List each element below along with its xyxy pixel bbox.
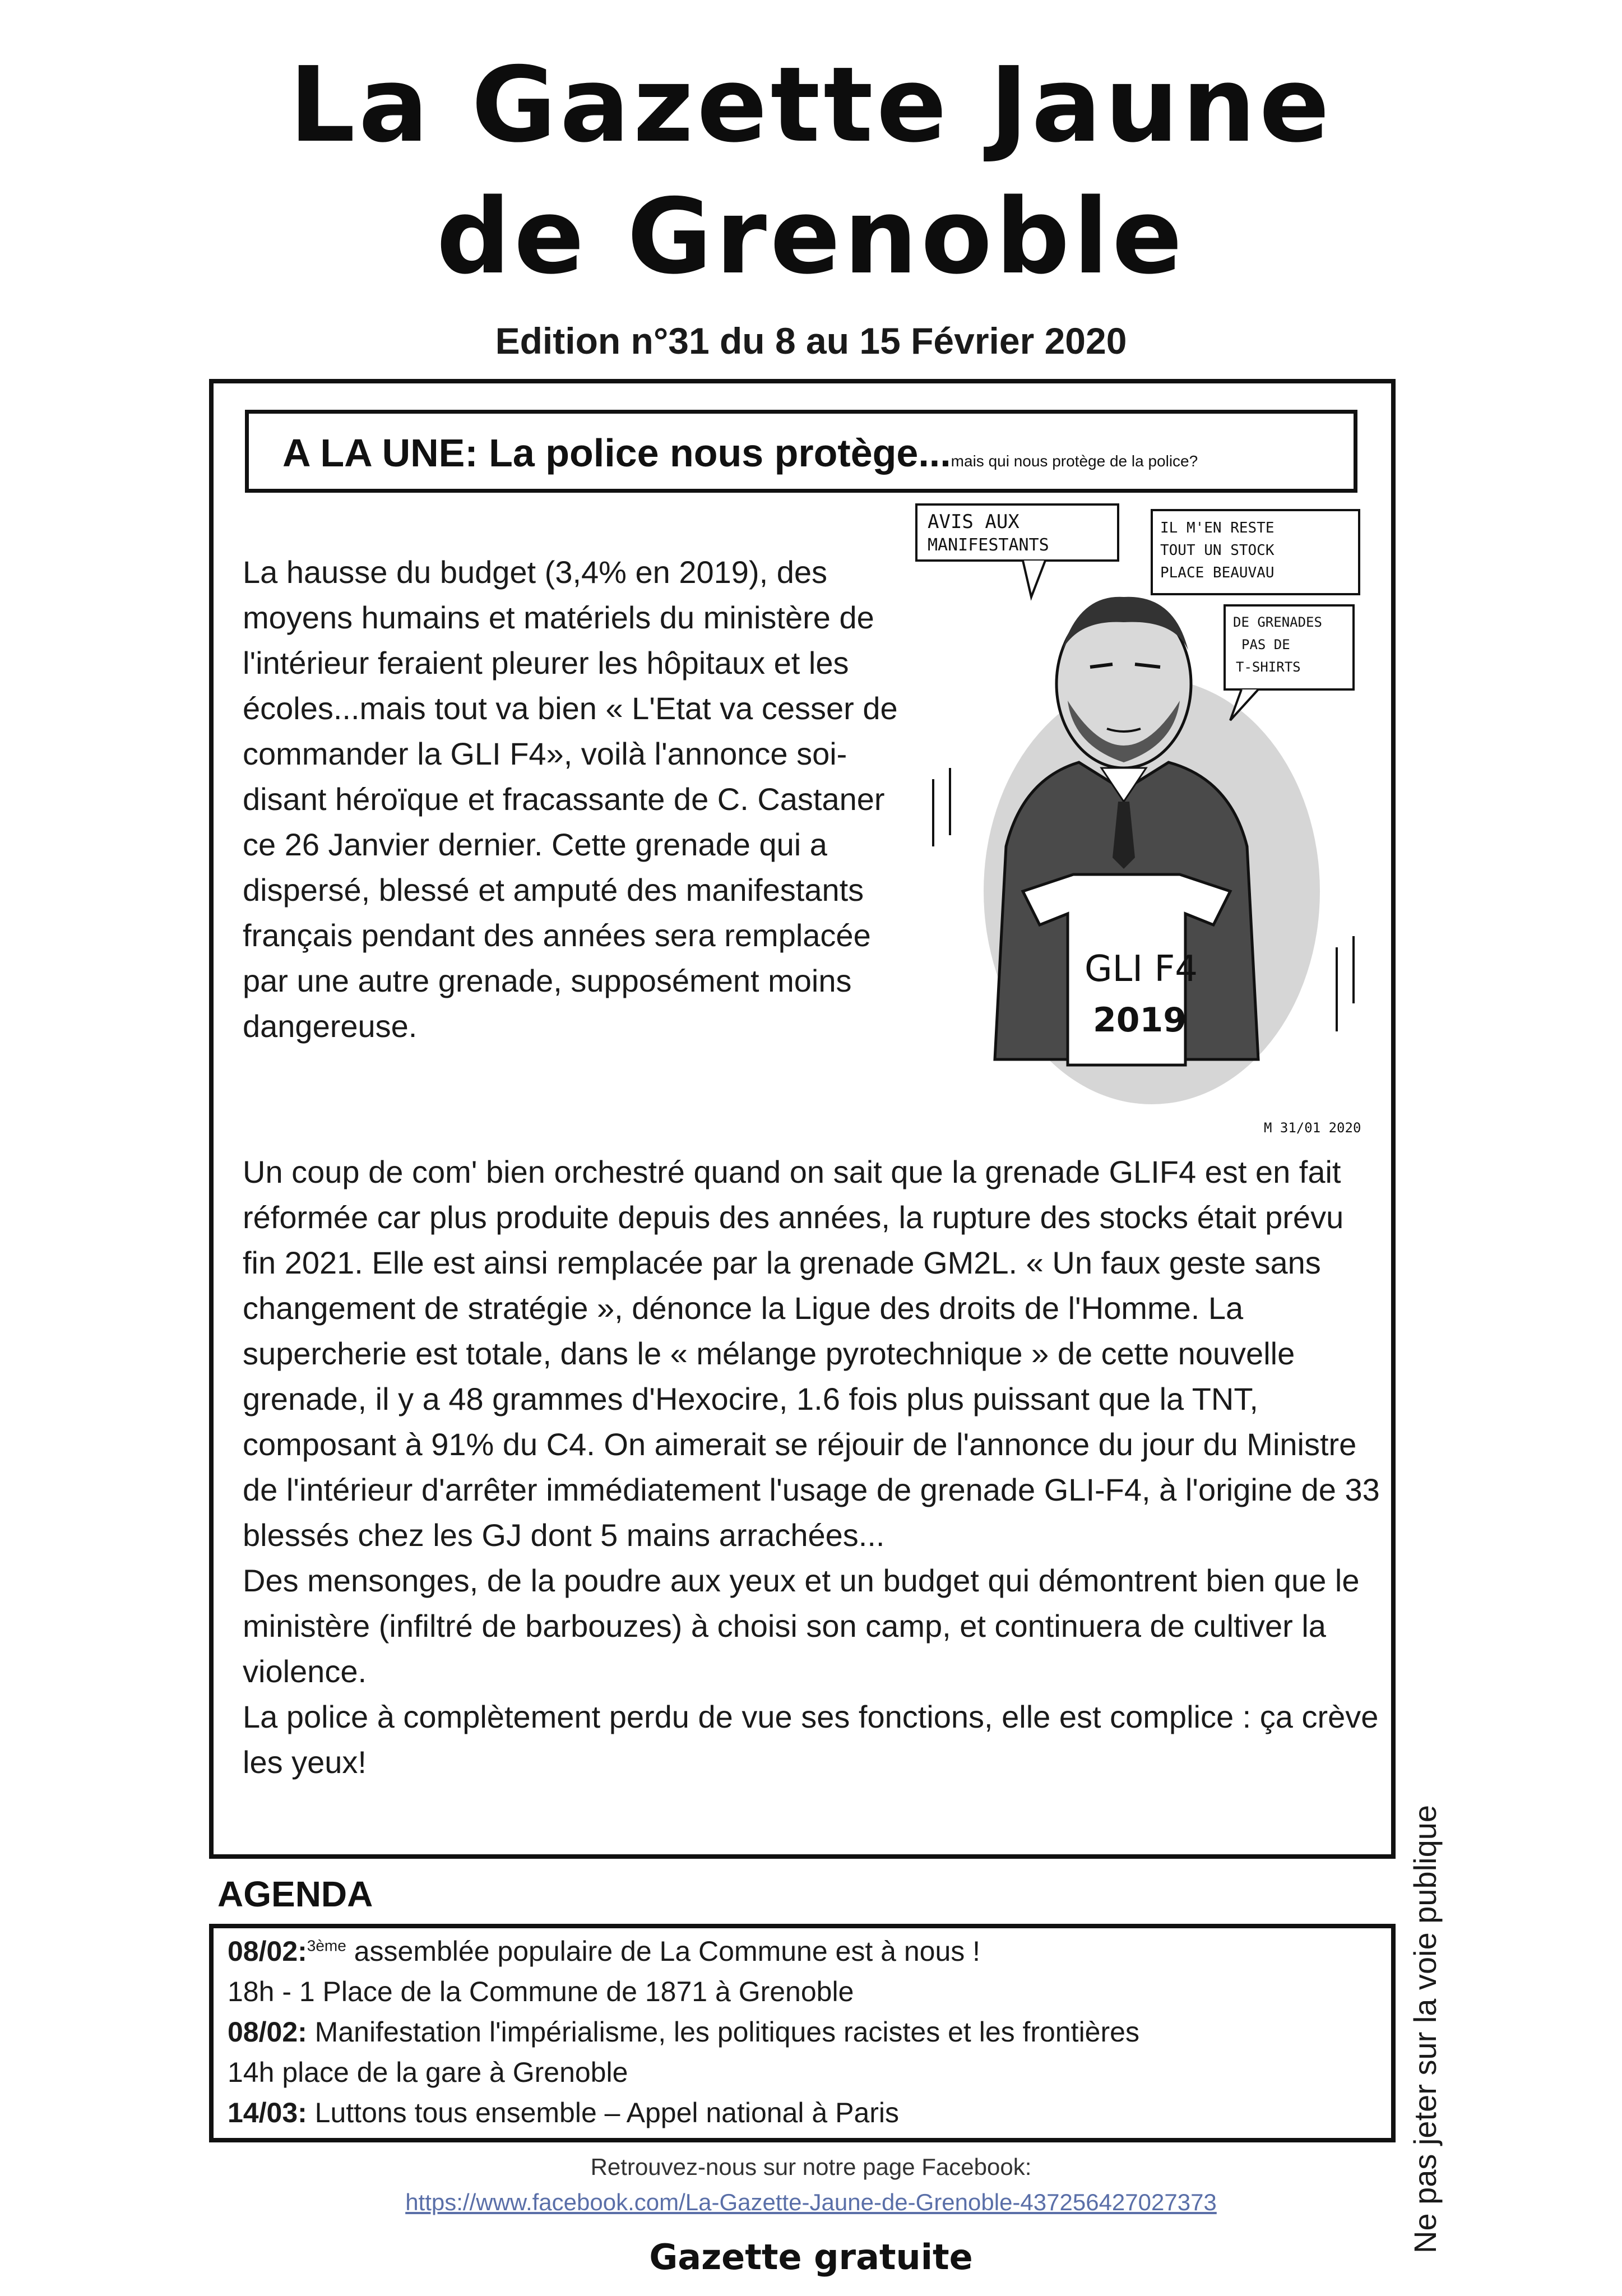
agenda-date: 08/02: [228,1936,307,1967]
bubble2-line3: PLACE BEAUVAU [1160,564,1275,581]
agenda-text: assemblée populaire de La Commune est à nous ! [346,1936,981,1967]
bubble1-line1: AVIS AUX [928,511,1019,533]
agenda-date: 14/03: [228,2097,307,2128]
facebook-label: Retrouvez-nous sur notre page Facebook: [590,2154,1032,2180]
article-full-text [243,1149,1383,1785]
agenda-item [228,2056,628,2089]
headline [282,430,1198,475]
agenda-item [228,1975,854,2008]
gazette-title-line2: de Grenoble [436,176,1186,297]
bubble3-line1: DE GRENADES [1233,614,1322,630]
agenda-item [228,2096,899,2129]
cartoon-signature: M 31/01 2020 [1264,1120,1361,1136]
bubble3-line3: T-SHIRTS [1236,659,1301,675]
gazette-title-line1: La Gazette Jaune [289,44,1333,165]
headline-box [245,410,1357,493]
article-paragraph-3: Des mensonges, de la poudre aux yeux et un budget qui démontrent bien que le ministère (infiltré de barbouzes) à choisi son camp, et continuera de cultiver la violence. [243,1563,1360,1689]
article-column-text [243,549,915,1049]
bubble2-line1: IL M'EN RESTE [1160,520,1275,536]
agenda-text: 14h place de la gare à Grenoble [228,2057,628,2088]
bubble2-line2: TOUT UN STOCK [1160,542,1275,559]
article-paragraph-2: Un coup de com' bien orchestré quand on sait que la grenade GLIF4 est en fait réformée car plus produite depuis des années, la rupture des stocks était prévu fin 2021. Elle est ainsi remplacée par la grenade GM2L. « Un faux geste sans changement de stratégie », dénonce la Ligue des droits de l'Homme. La supercherie est totale, dans le « mélange pyrotechnique » de cette nouvelle grenade, il y a 48 grammes d'Hexocire, 1.6 fois plus puissant que la TNT, composant à 91% du C4. On aimerait se réjouir de l'annonce du jour du Ministre de l'intérieur d'arrêter immédiatement l'usage de grenade GLI-F4, à l'origine de 33 blessés chez les GJ dont 5 mains arrachées... [243,1154,1380,1553]
agenda-box [209,1924,1396,2142]
agenda-item [228,1935,980,1968]
speech-bubble-1-tail [1023,561,1045,597]
vertical-notice: Ne pas jeter sur la voie publique [1407,1804,1443,2253]
agenda-item [228,2016,1139,2048]
headline-main: A LA UNE: La police nous protège... [282,431,951,475]
agenda-text: Manifestation l'impérialisme, les politiques racistes et les frontières [307,2016,1139,2048]
article-paragraph-4: La police à complètement perdu de vue ses fonctions, elle est complice : ça crève les yeux! [243,1699,1379,1780]
tshirt-line2: 2019 [1093,1001,1187,1040]
free-gazette-label: Gazette gratuite [649,2237,973,2278]
agenda-heading: AGENDA [217,1874,373,1914]
edition-line: Edition n°31 du 8 au 15 Février 2020 [495,320,1127,362]
tshirt-line1: GLI F4 [1085,948,1198,990]
castaner-cartoon [911,499,1370,1149]
agenda-text: 18h - 1 Place de la Commune de 1871 à Grenoble [228,1976,854,2007]
bubble1-line2: MANIFESTANTS [928,535,1049,555]
agenda-text: Luttons tous ensemble – Appel national à Paris [307,2097,900,2128]
agenda-date: 08/02: [228,2016,307,2048]
agenda-sup: 3ème [307,1937,346,1955]
headline-sub: mais qui nous protège de la police? [951,452,1198,470]
facebook-link[interactable]: https://www.facebook.com/La-Gazette-Jaune-de-Grenoble-437256427027373 [405,2189,1217,2215]
bubble3-line2: PAS DE [1241,637,1290,652]
article-paragraph-1: La hausse du budget (3,4% en 2019), des moyens humains et matériels du ministère de l'intérieur feraient pleurer les hôpitaux et les écoles...mais tout va bien « L'Etat va cesser de commander la GLI F4», voilà l'annonce soi-disant héroïque et fracassante de C. Castaner ce 26 Janvier dernier. Cette grenade qui a dispersé, blessé et amputé des manifestants français pendant des années sera remplacée par une autre grenade, supposément moins dangereuse. [243,554,898,1044]
